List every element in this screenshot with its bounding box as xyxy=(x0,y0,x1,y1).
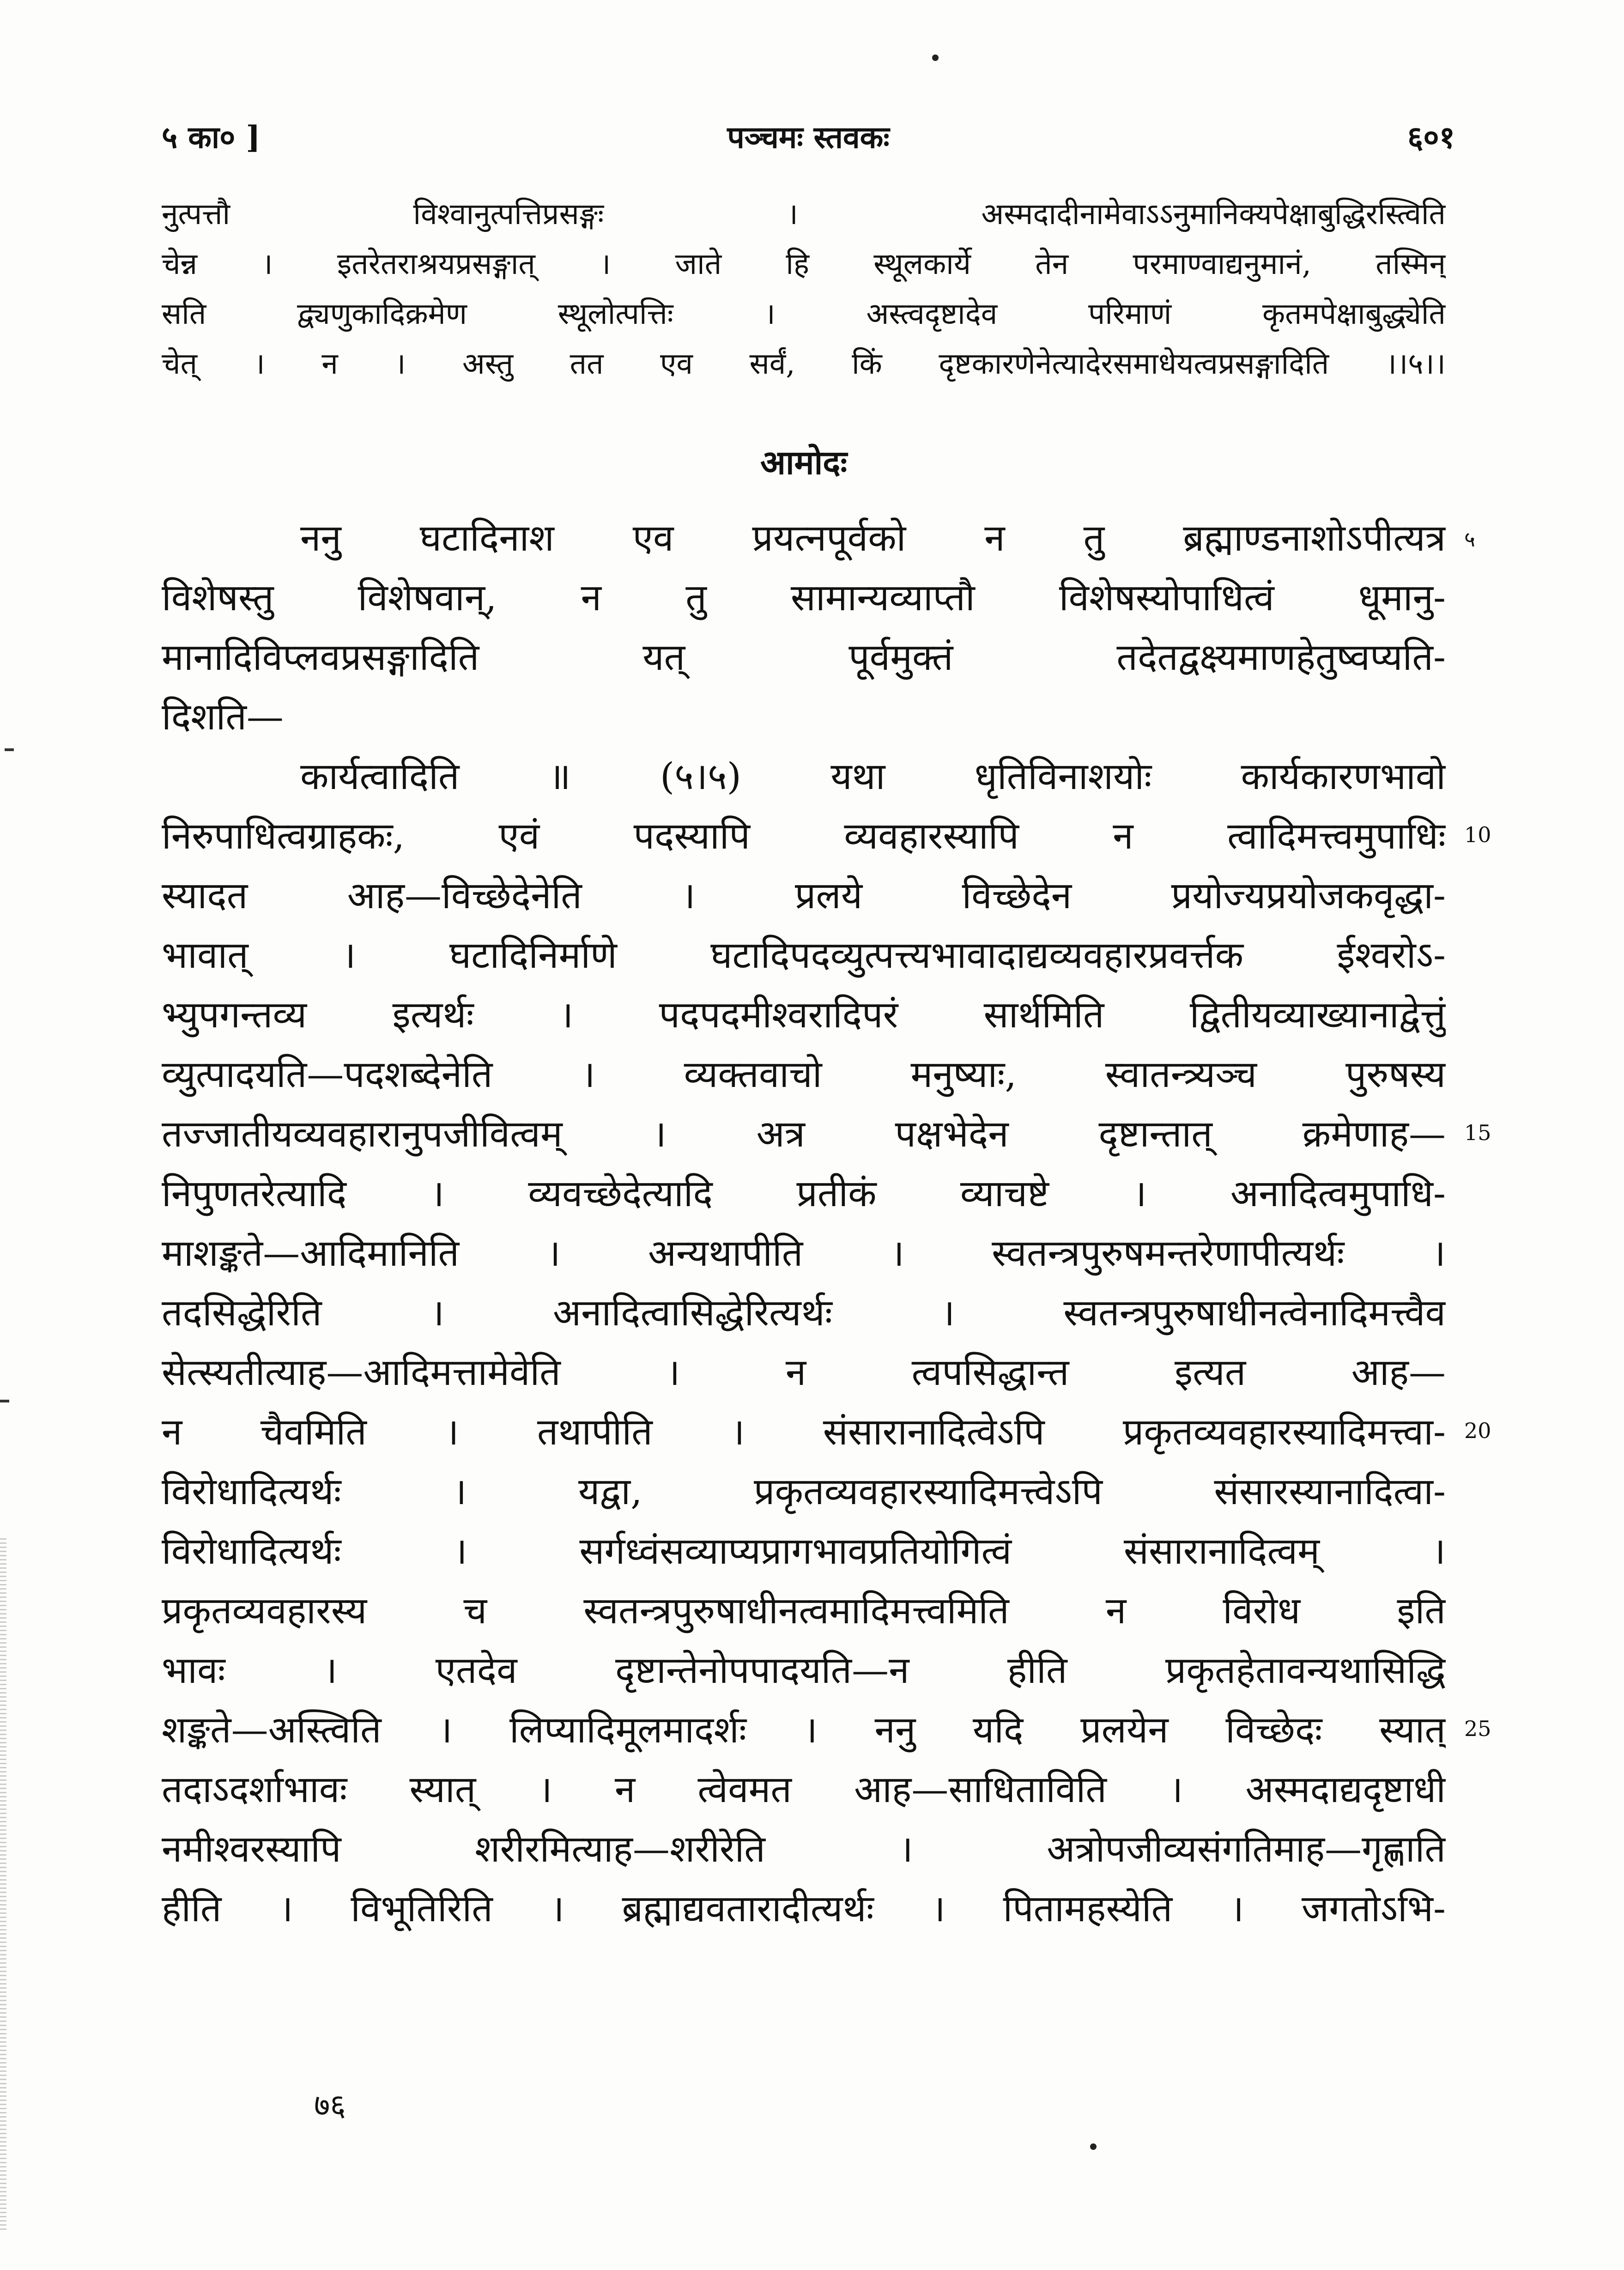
text-line: प्रकृतव्यवहारस्य च स्वतन्त्रपुरुषाधीनत्वमादिमत्त्वमिति न विरोध इति xyxy=(162,1589,1446,1632)
text-line: विरोधादित्यर्थः । सर्गध्वंसव्याप्यप्रागभावप्रतियोगित्वं संसारानादित्वम् । xyxy=(162,1530,1446,1572)
margin-mark xyxy=(0,1400,9,1402)
text-line: भावात् । घटादिनिर्माणे घटादिपदव्युत्पत्त्यभावादाद्यव्यवहारप्रवर्त्तक ईश्वरोऽ- xyxy=(162,934,1446,977)
scan-edge-noise xyxy=(0,1538,6,2231)
text-line: तदाऽदर्शाभावः स्यात् । न त्वेवमत आह—साधिताविति । अस्मदाद्यदृष्टाधी xyxy=(162,1768,1446,1811)
commentary-line: सति द्व्यणुकादिक्रमेण स्थूलोत्पत्तिः । अस्त्वदृष्टादेव परिमाणं कृतमपेक्षाबुद्ध्येति xyxy=(162,297,1446,331)
text-line: स्यादत आह—विच्छेदेनेति । प्रलये विच्छेदेन प्रयोज्यप्रयोजकवृद्धा- xyxy=(162,874,1446,917)
text-line: हीति । विभूतिरिति । ब्रह्माद्यवतारादीत्यर्थः । पितामहस्येति । जगतोऽभि- xyxy=(162,1887,1446,1930)
text-line: कार्यत्वादिति ॥ (५।५) यथा धृतिविनाशयोः कार्यकारणभावो xyxy=(300,755,1446,798)
page-header xyxy=(162,115,1455,166)
main-text-block xyxy=(162,508,1446,1938)
commentary-line: चेत् । न । अस्तु तत एव सर्वं, किं दृष्टकारणेनेत्यादेरसमाधेयत्वप्रसङ्गादिति ।।५।। xyxy=(162,347,1446,381)
text-line: नमीश्वरस्यापि शरीरमित्याह—शरीरेति । अत्रोपजीव्यसंगतिमाह—गृह्णाति xyxy=(162,1827,1446,1870)
text-line: मानादिविप्लवप्रसङ्गादिति यत् पूर्वमुक्तं तदेतद्वक्ष्यमाणहेतुष्वप्यति- xyxy=(162,636,1446,679)
page-number: ६०१ xyxy=(1407,119,1455,155)
print-speck xyxy=(932,55,939,61)
commentary-line: चेन्न । इतरेतराश्रयप्रसङ्गात् । जाते हि स्थूलकार्ये तेन परमाण्वाद्यनुमानं, तस्मिन् xyxy=(162,247,1446,281)
commentary-line: नुत्पत्तौ विश्वानुत्पत्तिप्रसङ्गः । अस्मदादीनामेवाऽऽनुमानिक्यपेक्षाबुद्धिरस्त्विति xyxy=(162,197,1446,231)
text-line: भावः । एतदेव दृष्टान्तेनोपपादयति—न हीति प्रकृतहेतावन्यथासिद्धि xyxy=(162,1649,1446,1692)
text-line: भ्युपगन्तव्य इत्यर्थः । पदपदमीश्वरादिपरं सार्थमिति द्वितीयव्याख्यानाद्वेत्तुं xyxy=(162,993,1446,1036)
text-line: विशेषस्तु विशेषवान्, न तु सामान्यव्याप्तौ विशेषस्योपाधित्वं धूमानु- xyxy=(162,576,1446,619)
text-line: ननु घटादिनाश एव प्रयत्नपूर्वको न तु ब्रह्माण्डनाशोऽपीत्यत्र xyxy=(300,516,1446,559)
text-line: न चैवमिति । तथापीति । संसारानादित्वेऽपि प्रकृतव्यवहारस्यादिमत्त्वा- xyxy=(162,1410,1446,1453)
line-number: 20 xyxy=(1464,1418,1491,1443)
text-line: तज्जातीयव्यवहारानुपजीवित्वम् । अत्र पक्षभेदेन दृष्टान्तात् क्रमेणाह— xyxy=(162,1112,1446,1155)
line-number: ५ xyxy=(1464,527,1475,552)
text-line: तदसिद्धेरिति । अनादित्वासिद्धेरित्यर्थः । स्वतन्त्रपुरुषाधीनत्वेनादिमत्त्वैव xyxy=(162,1291,1446,1334)
print-speck xyxy=(1090,2143,1097,2150)
header-title: पञ्चमः स्तवकः xyxy=(727,119,890,155)
text-line: माशङ्कते—आदिमानिति । अन्यथापीति । स्वतन्त्रपुरुषमन्तरेणापीत्यर्थः । xyxy=(162,1232,1446,1275)
commentary-block xyxy=(162,189,1446,389)
text-line: विरोधादित्यर्थः । यद्वा, प्रकृतव्यवहारस्यादिमत्त्वेऽपि संसारस्यानादित्वा- xyxy=(162,1470,1446,1513)
line-number: 15 xyxy=(1464,1120,1491,1145)
line-number: 10 xyxy=(1464,822,1491,847)
header-chapter-ref: ५ का० ] xyxy=(162,119,261,155)
margin-mark xyxy=(5,748,14,751)
text-line: सेत्स्यतीत्याह—आदिमत्तामेवेति । न त्वपसिद्धान्त इत्यत आह— xyxy=(162,1351,1446,1394)
text-line: व्युत्पादयति—पदशब्देनेति । व्यक्तवाचो मनुष्याः, स्वातन्त्र्यञ्च पुरुषस्य xyxy=(162,1053,1446,1096)
text-line: दिशति— xyxy=(162,695,284,738)
signature-mark: ७६ xyxy=(314,2088,346,2123)
line-number: 25 xyxy=(1464,1716,1491,1741)
text-line: शङ्कते—अस्त्विति । लिप्यादिमूलमादर्शः । ननु यदि प्रलयेन विच्छेदः स्यात् xyxy=(162,1708,1446,1751)
section-title: आमोदः xyxy=(760,443,848,482)
text-line: निरुपाधित्वग्राहकः, एवं पदस्यापि व्यवहारस्यापि न त्वादिमत्त्वमुपाधिः xyxy=(162,814,1446,857)
text-line: निपुणतरेत्यादि । व्यवच्छेदेत्यादि प्रतीकं व्याचष्टे । अनादित्वमुपाधि- xyxy=(162,1172,1446,1215)
